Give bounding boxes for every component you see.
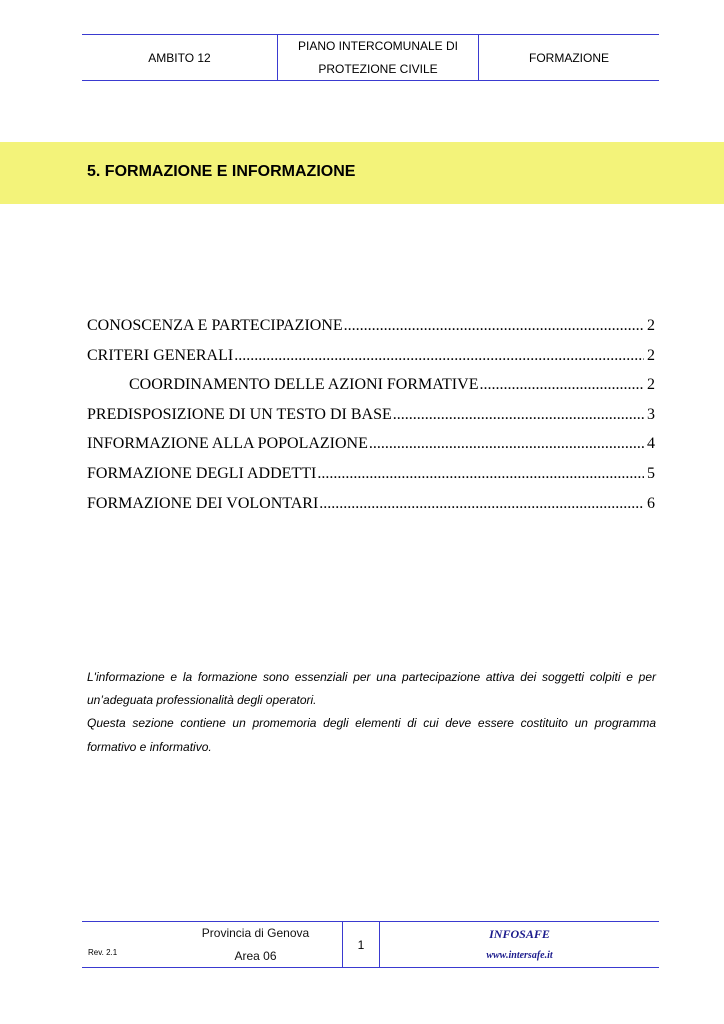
footer-organization <box>169 922 342 967</box>
toc-entry-page: 2 <box>647 346 655 364</box>
toc-entry-page: 2 <box>647 376 655 394</box>
toc-entry-label: COORDINAMENTO DELLE AZIONI FORMATIVE <box>129 376 479 394</box>
toc-entry[interactable] <box>87 341 655 371</box>
intro-paragraph-1: L'informazione e la formazione sono essenziali per una partecipazione attiva dei soggetti colpiti e per un’adeguata professionalità degli operatori. <box>87 670 656 708</box>
toc-entry-page: 3 <box>647 405 655 423</box>
intro-text <box>87 666 656 759</box>
page-header <box>82 34 659 81</box>
toc-leader <box>319 489 644 519</box>
footer-brand-cell <box>380 922 659 967</box>
table-of-contents <box>87 311 655 518</box>
header-plan-title <box>277 35 479 80</box>
toc-leader <box>234 341 644 371</box>
toc-entry[interactable] <box>87 459 655 489</box>
footer-revision: Rev. 2.1 <box>88 948 118 957</box>
toc-entry-label: FORMAZIONE DEI VOLONTARI <box>87 494 319 512</box>
toc-entry[interactable] <box>87 311 655 341</box>
toc-entry[interactable] <box>87 429 655 459</box>
toc-entry-label: PREDISPOSIZIONE DI UN TESTO DI BASE <box>87 405 392 423</box>
toc-entry[interactable] <box>87 489 655 519</box>
toc-leader <box>479 370 644 400</box>
intro-paragraph-2: Questa sezione contiene un promemoria degli elementi di cui deve essere costituito un programma formativo e informativo. <box>87 716 656 754</box>
header-section: FORMAZIONE <box>529 50 609 65</box>
toc-entry-label: INFORMAZIONE ALLA POPOLAZIONE <box>87 435 368 453</box>
footer-org-line1: Provincia di Genova <box>201 925 310 940</box>
toc-entry[interactable] <box>87 370 655 400</box>
toc-leader <box>344 311 644 341</box>
footer-brand: INFOSAFE <box>489 926 550 941</box>
toc-entry[interactable] <box>87 400 655 430</box>
footer-org-line2: Area 06 <box>234 948 277 963</box>
toc-entry-label: CONOSCENZA E PARTECIPAZIONE <box>87 317 343 334</box>
toc-entry-page: 5 <box>647 464 655 482</box>
toc-leader <box>393 400 644 430</box>
footer-website-link[interactable]: www.intersafe.it <box>486 949 553 961</box>
toc-entry-page: 4 <box>647 435 655 453</box>
section-title: 5. FORMAZIONE E INFORMAZIONE <box>87 163 356 180</box>
footer-page-number: 1 <box>342 922 380 967</box>
toc-leader <box>317 459 644 489</box>
footer-revision-cell <box>82 922 169 967</box>
header-ambito: AMBITO 12 <box>148 50 211 65</box>
toc-entry-page: 2 <box>647 317 655 334</box>
toc-entry-label: CRITERI GENERALI <box>87 346 234 364</box>
header-plan-title-line2: PROTEZIONE CIVILE <box>318 61 438 76</box>
toc-entry-label: FORMAZIONE DEGLI ADDETTI <box>87 464 317 482</box>
toc-leader <box>369 429 644 459</box>
header-plan-title-line1: PIANO INTERCOMUNALE DI <box>297 38 459 53</box>
toc-entry-page: 6 <box>647 494 655 512</box>
section-title-band <box>0 142 724 204</box>
page-footer <box>82 921 659 968</box>
